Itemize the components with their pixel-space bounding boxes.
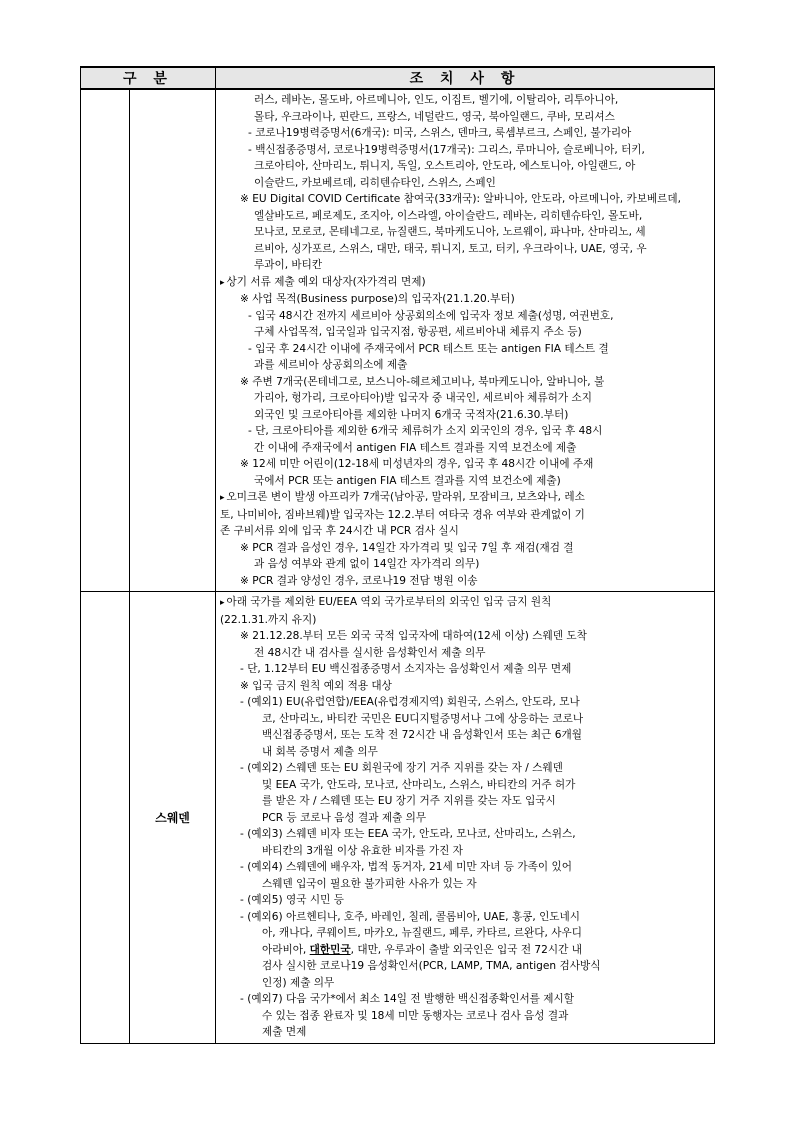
text-line: 모나코, 모로코, 몬테네그로, 뉴질랜드, 북마케도니아, 노르웨이, 파나마, 산마리노, 세: [254, 226, 646, 238]
text-line: ※ 주변 7개국(몬테네그로, 보스니아-헤르체고비나, 북마케도니아, 알바니아, 불: [240, 375, 605, 388]
measures-cell: [216, 592, 715, 1044]
text-line: - (예외2) 스웨덴 또는 EU 회원국에 장기 거주 지위를 갖는 자 / 스웨덴: [240, 762, 563, 774]
text-line: PCR 등 코로나 음성 결과 제출 의무: [262, 811, 427, 824]
text-line: 몰타, 우크라이나, 핀란드, 프랑스, 네덜란드, 영국, 북아일랜드, 쿠바, 모리셔스: [254, 110, 615, 123]
blank-cell: [81, 592, 130, 1044]
text-line: 제출 면제: [262, 1026, 307, 1038]
text-line: 바티칸의 3개월 이상 유효한 비자를 가진 자: [262, 844, 463, 857]
text-line: ※ 12세 미만 어린이(12-18세 미성년자의 경우, 입국 후 48시간 이내에 주재: [240, 458, 594, 470]
text-line: - 입국 48시간 전까지 세르비아 상공회의소에 입국자 정보 제출(성명, 여권번호,: [248, 309, 614, 322]
table-row: [81, 89, 715, 592]
country-highlight: 대한민국: [309, 943, 351, 956]
text-line: 엘살바도르, 페로제도, 조지아, 이스라엘, 아이슬란드, 레바논, 리히텐슈타인, 몰도바,: [254, 209, 643, 222]
text-line: - (예외6) 아르헨티나, 호주, 바레인, 칠레, 콜롬비아, UAE, 홍콩, 인도네시: [240, 910, 581, 923]
text-line: 내 회복 증명서 제출 의무: [262, 745, 378, 758]
text-line: 수 있는 접종 완료자 및 18세 미만 동행자는 코로나 검사 음성 결과: [262, 1009, 569, 1022]
text-line: 아라비아, 대한민국, 대만, 우루과이 출발 외국인은 입국 전 72시간 내: [262, 943, 582, 956]
country-label: 스웨덴: [130, 592, 216, 1044]
text-line: 아, 캐나다, 쿠웨이트, 마카오, 뉴질랜드, 페루, 카타르, 르완다, 사우디: [262, 927, 582, 939]
text-line: (22.1.31.까지 유지): [220, 613, 317, 626]
text-line: 전 48시간 내 검사를 실시한 음성확인서 제출 의무: [254, 646, 486, 659]
text-line: - (예외4) 스웨덴에 배우자, 법적 동거자, 21세 미만 자녀 등 가족이 있어: [240, 861, 572, 873]
measures-text: [216, 592, 714, 1043]
text-line: 코, 산마리노, 바티칸 국민은 EU디지털증명서나 그에 상응하는 코로나: [262, 712, 584, 725]
text-line: - 백신접종증명서, 코로나19병력증명서(17개국): 그리스, 루마니아, 슬로베니아, 터키,: [248, 143, 645, 156]
text-line: 루과이, 바티칸: [254, 259, 323, 271]
text-line: 이슬란드, 카보베르데, 리히텐슈타인, 스위스, 스페인: [254, 176, 496, 189]
text-line: 가리아, 헝가리, 크로아티아)발 입국자 중 내국인, 세르비아 체류허가 소지: [254, 392, 592, 404]
text-line: 백신접종증명서, 또는 도착 전 72시간 내 음성확인서 또는 최근 6개월: [262, 729, 582, 741]
header-measures: 조 치 사 항: [216, 67, 715, 89]
text-line: - 코로나19병력증명서(6개국): 미국, 스위스, 덴마크, 룩셈부르크, 스페인, 불가리아: [248, 127, 632, 139]
text-line: ※ 21.12.28.부터 모든 외국 국적 입국자에 대하여(12세 이상) 스웨덴 도착: [240, 630, 587, 642]
text-line: 국에서 PCR 또는 antigen FIA 테스트 결과를 지역 보건소에 제출): [254, 474, 561, 487]
text-line: 토, 나미비아, 짐바브웨)발 입국자는 12.2.부터 여타국 경유 여부와 관계없이 기: [220, 508, 585, 521]
text-line: ※ PCR 결과 음성인 경우, 14일간 자가격리 및 입국 7일 후 재검(재검 결: [240, 541, 574, 554]
text-line: 크로아티아, 산마리노, 튀니지, 독일, 오스트리아, 안도라, 에스토니아, 아일랜드, 아: [254, 160, 636, 172]
text-line: 간 이내에 주재국에서 antigen FIA 테스트 결과를 지역 보건소에 제출: [254, 441, 577, 454]
text-line: - (예외1) EU(유럽연합)/EEA(유럽경제지역) 회원국, 스위스, 안도라, 모나: [240, 696, 580, 708]
header-category: 구 분: [81, 67, 216, 89]
text-line: 를 받은 자 / 스웨덴 또는 EU 장기 거주 지위를 갖는 자도 입국시: [262, 795, 556, 807]
text-line: ▸ 상기 서류 제출 예외 대상자(자가격리 면제): [220, 274, 700, 292]
measures-text: [216, 90, 714, 591]
text-line: 인정) 제출 의무: [262, 976, 335, 989]
text-line: 과 음성 여부와 관계 없이 14일간 자가격리 의무): [254, 558, 480, 570]
table-row: [81, 592, 715, 1044]
measures-cell: [216, 89, 715, 592]
text-line: 검사 실시한 코로나19 음성확인서(PCR, LAMP, TMA, antigen 검사방식: [262, 960, 601, 972]
text-line: 과를 세르비아 상공회의소에 제출: [254, 359, 408, 371]
text-line: 르비아, 싱가포르, 스위스, 대만, 태국, 튀니지, 토고, 터키, 우크라이나, UAE, 영국, 우: [254, 242, 647, 255]
text-line: 스웨덴 입국이 필요한 불가피한 사유가 있는 자: [262, 877, 477, 890]
country-cell: [130, 89, 216, 592]
text-line: ▸ 오미크론 변이 발생 아프리카 7개국(남아공, 말라위, 모잠비크, 보츠와나, 레소: [220, 489, 700, 507]
text-line: 및 EEA 국가, 안도라, 모나코, 산마리노, 스위스, 바티칸의 거주 허가: [262, 778, 576, 791]
text-line: - (예외7) 다음 국가*에서 최소 14일 전 발행한 백신접종확인서를 제시할: [240, 993, 574, 1005]
text-line: 구체 사업목적, 입국일과 입국지점, 항공편, 세르비아내 체류지 주소 등): [254, 326, 582, 338]
text-line: - (예외3) 스웨덴 비자 또는 EEA 국가, 안도라, 모나코, 산마리노, 스위스,: [240, 828, 576, 840]
text-line: ※ 입국 금지 원칙 예외 적용 대상: [240, 679, 392, 692]
text-line: ※ 사업 목적(Business purpose)의 입국자(21.1.20.부터): [240, 293, 515, 305]
text-line: ▸ 아래 국가를 제외한 EU/EEA 역외 국가로부터의 외국인 입국 금지 원칙: [220, 594, 700, 612]
blank-cell: [81, 89, 130, 592]
text-line: ※ PCR 결과 양성인 경우, 코로나19 전담 병원 이송: [240, 574, 478, 587]
text-line: ※ EU Digital COVID Certificate 참여국(33개국): 알바니아, 안도라, 아르메니아, 카보베르데,: [240, 193, 682, 205]
text-line: - 단, 크로아티아를 제외한 6개국 체류허가 소지 외국인의 경우, 입국 후 48시: [248, 425, 603, 437]
table-header-row: [81, 67, 715, 89]
text-line: 외국인 및 크로아티아를 제외한 나머지 6개국 국적자(21.6.30.부터): [254, 408, 569, 421]
text-line: 존 구비서류 외에 입국 후 24시간 내 PCR 검사 실시: [220, 525, 459, 537]
text-line: - 입국 후 24시간 이내에 주재국에서 PCR 테스트 또는 antigen FIA 테스트 결: [248, 342, 609, 355]
text-line: 러스, 레바논, 몰도바, 아르메니아, 인도, 이집트, 벨기에, 이탈리아, 리투아니아,: [254, 94, 619, 106]
measures-table: [80, 66, 715, 1044]
text-line: - 단, 1.12부터 EU 백신접종증명서 소지자는 음성확인서 제출 의무 면제: [240, 663, 572, 675]
text-line: - (예외5) 영국 시민 등: [240, 894, 344, 906]
